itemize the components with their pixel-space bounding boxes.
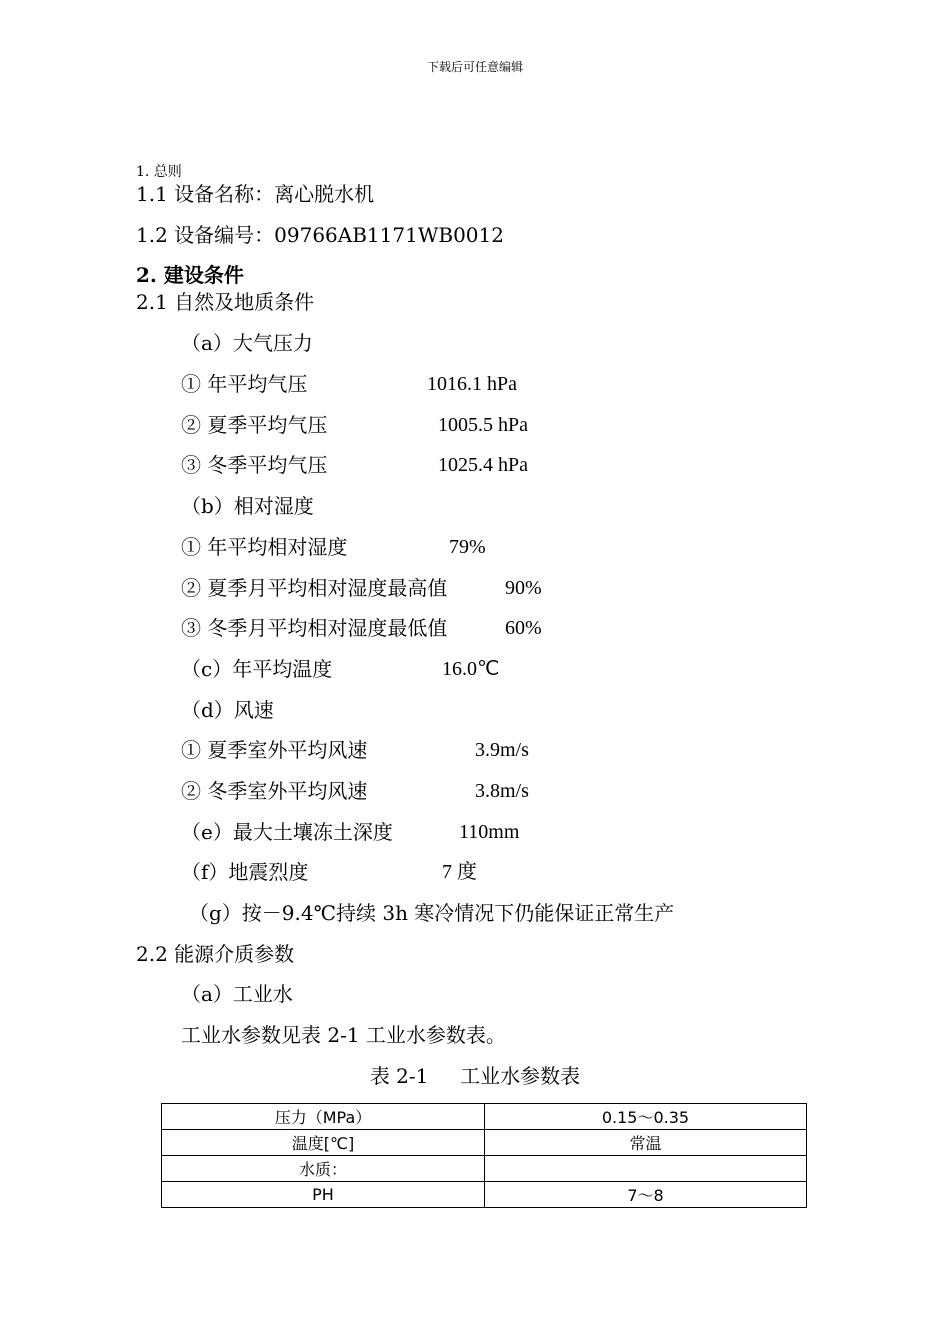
wind-label: （d）风速 (181, 698, 274, 722)
humidity-row-value: 90% (505, 577, 542, 599)
wind-row-value: 3.8m/s (475, 780, 529, 802)
pressure-row-value: 1025.4 hPa (438, 454, 528, 476)
table-cell: 压力（MPa） (162, 1104, 485, 1130)
humidity-row-name: ② 夏季月平均相对湿度最高值 (181, 576, 448, 600)
wind-row-name: ② 冬季室外平均风速 (181, 779, 368, 803)
table-cell: PH (162, 1182, 485, 1208)
temperature-value: 16.0℃ (442, 658, 500, 680)
table-row (162, 1182, 807, 1208)
humidity-row-value: 79% (449, 536, 486, 558)
humidity-row-name: ① 年平均相对湿度 (181, 535, 348, 559)
wind-row-name: ① 夏季室外平均风速 (181, 738, 368, 762)
section-1-title: 1. 总则 (136, 164, 182, 180)
humidity-row-name: ③ 冬季月平均相对湿度最低值 (181, 616, 448, 640)
table-cell: 温度[℃] (162, 1130, 485, 1156)
water-params-table (161, 1103, 807, 1208)
frost-depth-value: 110mm (459, 821, 520, 843)
industrial-water-desc: 工业水参数见表 2-1 工业水参数表。 (181, 1023, 506, 1047)
humidity-label: （b）相对湿度 (181, 494, 314, 518)
subsection-2-2-title: 2.2 能源介质参数 (136, 942, 295, 966)
equipment-name: 1.1 设备名称：离心脱水机 (136, 182, 375, 206)
industrial-water-label: （a）工业水 (181, 982, 293, 1006)
table-cell: 水质： (162, 1156, 485, 1182)
seismic-label: （f）地震烈度 (181, 860, 309, 884)
table-cell (485, 1156, 807, 1182)
equipment-code: 1.2 设备编号：09766AB1171WB0012 (136, 223, 504, 247)
table-cell: 0.15～0.35 (485, 1104, 807, 1130)
pressure-row-name: ② 夏季平均气压 (181, 413, 328, 437)
cold-condition: （g）按－9.4℃持续 3h 寒冷情况下仍能保证正常生产 (189, 901, 675, 925)
pressure-row-value: 1005.5 hPa (438, 414, 528, 436)
table-row (162, 1156, 807, 1182)
page-header-note: 下载后可任意编辑 (426, 60, 523, 74)
table-cell: 7～8 (485, 1182, 807, 1208)
frost-depth-label: （e）最大土壤冻土深度 (181, 820, 393, 844)
temperature-label: （c）年平均温度 (181, 657, 333, 681)
table-cell: 常温 (485, 1130, 807, 1156)
pressure-row-value: 1016.1 hPa (427, 373, 517, 395)
table-row (162, 1104, 807, 1130)
pressure-row-name: ① 年平均气压 (181, 372, 308, 396)
pressure-label: （a）大气压力 (181, 331, 313, 355)
table-caption: 表 2-1 工业水参数表 (369, 1064, 581, 1088)
seismic-value: 7 度 (442, 861, 477, 883)
pressure-row-name: ③ 冬季平均气压 (181, 453, 328, 477)
wind-row-value: 3.9m/s (475, 739, 529, 761)
humidity-row-value: 60% (505, 617, 542, 639)
subsection-2-1-title: 2.1 自然及地质条件 (136, 290, 315, 314)
table-row (162, 1130, 807, 1156)
section-2-title: 2. 建设条件 (136, 263, 244, 287)
